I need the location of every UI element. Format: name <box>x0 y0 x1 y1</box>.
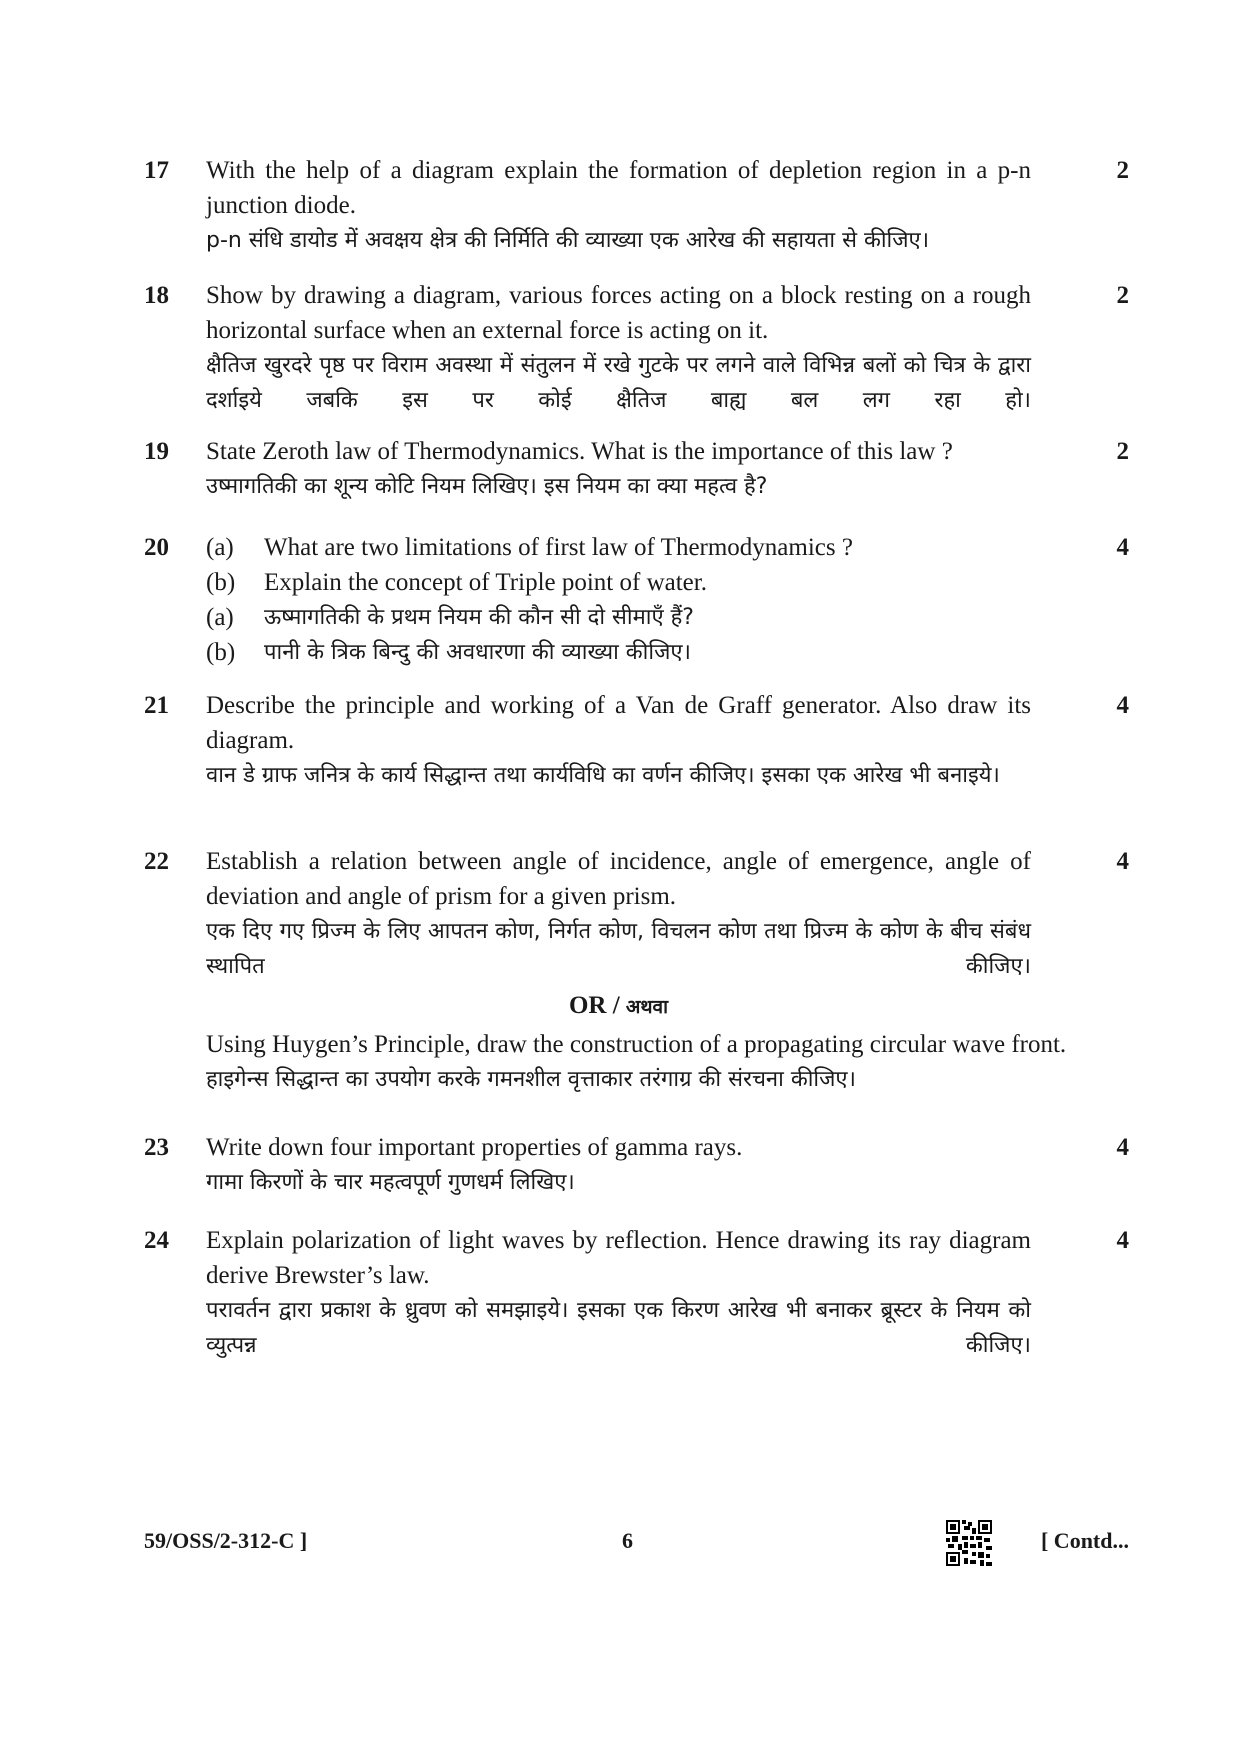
question-18 <box>144 278 1129 418</box>
part-text-en: What are two limitations of first law of Thermodynamics ? <box>264 534 853 561</box>
alternative-text-hi: हाइगेन्स सिद्धान्त का उपयोग करके गमनशील वृत्ताकार तरंगाग्र की संरचना कीजिए। <box>206 1067 856 1092</box>
question-number: 21 <box>144 692 169 719</box>
question-text-en: With the help of a diagram explain the formation of depletion region in a p-n junction diode. <box>206 157 1031 219</box>
question-text-hi: वान डे ग्राफ जनित्र के कार्य सिद्धान्त तथा कार्यविधि का वर्णन कीजिए। इसका एक आरेख भी बनाइये। <box>206 763 1000 788</box>
question-17 <box>144 153 1129 258</box>
question-marks: 4 <box>1116 692 1129 719</box>
question-marks: 4 <box>1116 848 1129 875</box>
qr-code-icon <box>946 1520 992 1566</box>
alternative-text-en: Using Huygen’s Principle, draw the construction of a propagating circular wave front. <box>206 1031 1067 1058</box>
question-marks: 4 <box>1116 1134 1129 1161</box>
question-marks: 4 <box>1116 534 1129 561</box>
question-part <box>206 530 1031 565</box>
part-text-hi: ऊष्मागतिकी के प्रथम नियम की कौन सी दो सीमाएँ हैं? <box>264 605 694 630</box>
part-text-hi: पानी के त्रिक बिन्दु की अवधारणा की व्याख्या कीजिए। <box>264 640 691 665</box>
question-number: 19 <box>144 438 169 465</box>
question-text-hi: एक दिए गए प्रिज्म के लिए आपतन कोण, निर्गत कोण, विचलन कोण तथा प्रिज्म के कोण के बीच संबंध स्थापित कीजिए। <box>206 919 1031 979</box>
question-number: 17 <box>144 157 169 184</box>
or-label-hi: अथवा <box>625 996 669 1018</box>
or-slash: / <box>612 992 620 1019</box>
part-label: (a) <box>206 604 234 631</box>
part-label: (a) <box>206 534 234 561</box>
question-part <box>206 565 1031 600</box>
question-text-hi: p-n संधि डायोड में अवक्षय क्षेत्र की निर्मिति की व्याख्या एक आरेख की सहायता से कीजिए। <box>206 228 930 253</box>
question-22 <box>144 844 1129 1097</box>
question-marks: 2 <box>1116 157 1129 184</box>
paper-code: 59/OSS/2-312-C ] <box>144 1528 308 1553</box>
question-19 <box>144 434 1129 504</box>
question-number: 24 <box>144 1227 169 1254</box>
part-label: (b) <box>206 569 236 596</box>
question-number: 23 <box>144 1134 169 1161</box>
question-marks: 4 <box>1116 1227 1129 1254</box>
question-text-hi: क्षैतिज खुरदरे पृष्ठ पर विराम अवस्था में संतुलन में रखे गुटके पर लगने वाले विभिन्न बलों को चित्र के द्वारा दर्शाइये जबकि इस पर कोई क्षैतिज बाह्य बल लग रहा हो। <box>206 353 1031 413</box>
question-number: 20 <box>144 534 169 561</box>
page-footer <box>144 1520 1129 1572</box>
question-text-en: Show by drawing a diagram, various forces acting on a block resting on a rough horizontal surface when an external force is acting on it. <box>206 282 1031 344</box>
question-number: 22 <box>144 848 169 875</box>
question-21 <box>144 688 1129 793</box>
continued-label: [ Contd... <box>1040 1528 1129 1553</box>
part-label: (b) <box>206 639 236 666</box>
question-text-en: Describe the principle and working of a Van de Graff generator. Also draw its diagram. <box>206 692 1031 754</box>
question-marks: 2 <box>1116 282 1129 309</box>
question-text-hi: गामा किरणों के चार महत्वपूर्ण गुणधर्म लिखिए। <box>206 1170 575 1195</box>
question-part <box>206 600 1031 635</box>
or-separator <box>206 988 1031 1025</box>
page-number: 6 <box>622 1528 633 1553</box>
part-text-en: Explain the concept of Triple point of water. <box>264 569 707 596</box>
question-20 <box>144 530 1129 670</box>
question-text-en: Write down four important properties of gamma rays. <box>206 1134 743 1161</box>
question-text-hi: उष्मागतिकी का शून्य कोटि नियम लिखिए। इस नियम का क्या महत्व है? <box>206 474 768 499</box>
question-number: 18 <box>144 282 169 309</box>
question-text-en: Explain polarization of light waves by reflection. Hence drawing its ray diagram derive Brewster’s law. <box>206 1227 1031 1289</box>
question-text-en: Establish a relation between angle of incidence, angle of emergence, angle of deviation and angle of prism for a given prism. <box>206 848 1031 910</box>
question-marks: 2 <box>1116 438 1129 465</box>
or-label-en: OR <box>568 992 607 1019</box>
question-part <box>206 635 1031 670</box>
question-text-en: State Zeroth law of Thermodynamics. What is the importance of this law ? <box>206 438 953 465</box>
question-24 <box>144 1223 1129 1363</box>
question-text-hi: परावर्तन द्वारा प्रकाश के ध्रुवण को समझाइये। इसका एक किरण आरेख भी बनाकर ब्रूस्टर के नियम को व्युत्पन्न कीजिए। <box>206 1298 1031 1358</box>
question-23 <box>144 1130 1129 1200</box>
